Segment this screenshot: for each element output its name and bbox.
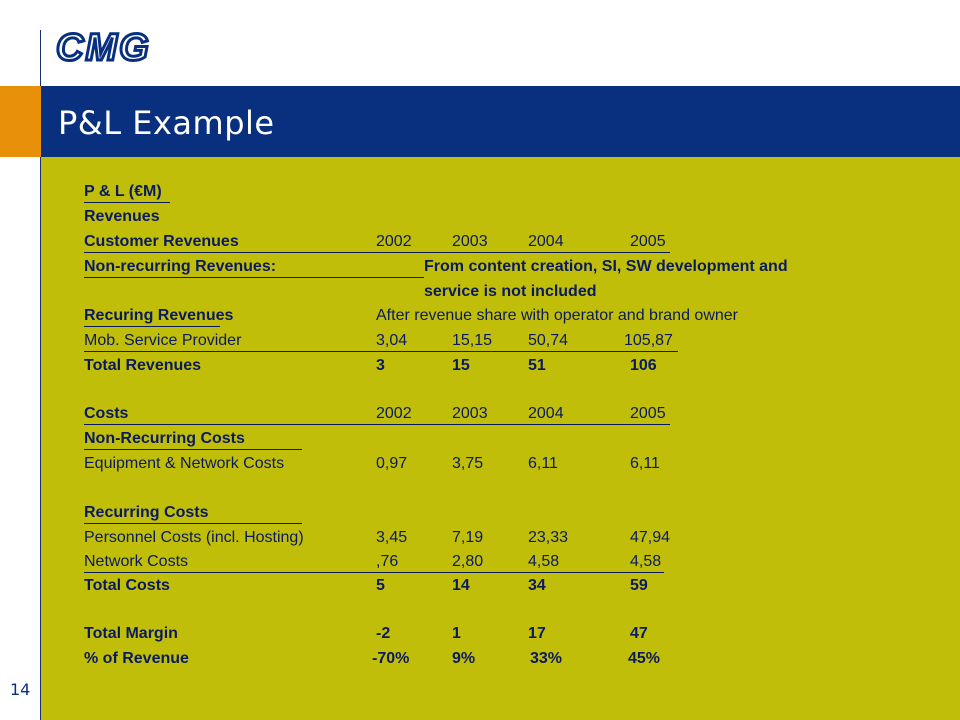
network-costs-underline [84,572,664,573]
non-recurring-revenues-label: Non-recurring Revenues: [84,258,277,275]
nc-2003: 2,80 [452,553,484,570]
msp-2004: 50,74 [528,332,569,349]
customer-revenues-label: Customer Revenues [84,233,239,250]
non-recurring-costs-label: Non-Recurring Costs [84,430,245,447]
year-2002: 2002 [376,233,412,250]
cmg-logo [56,30,190,69]
pc-2003: 7,19 [452,529,484,546]
logo-text: CMG [56,30,151,64]
total-margin-row [84,625,704,645]
page-title: P&L Example [58,104,275,142]
equipment-network-costs-row [84,455,704,475]
pc-2002: 3,45 [376,529,408,546]
customer-revenues-underline [84,252,670,253]
costs-label: Costs [84,405,129,422]
cmg-logo-icon [56,30,190,64]
mob-service-provider-row [84,332,704,352]
pc-2005: 47,94 [630,529,671,546]
total-costs-row [84,577,704,597]
tc-2003: 14 [452,577,470,594]
tc-2004: 34 [528,577,546,594]
recurring-revenues-label: Recuring Revenues [84,307,234,324]
msp-2002: 3,04 [376,332,408,349]
personnel-costs-row [84,529,704,549]
pl-heading: P & L (€M) [84,183,162,200]
non-recurring-note-1: From content creation, SI, SW development and [424,258,788,275]
costs-year-2005: 2005 [630,405,666,422]
mob-service-provider-label: Mob. Service Provider [84,332,242,349]
customer-revenues-row [84,233,704,253]
tr-2003: 15 [452,357,470,374]
total-revenues-label: Total Revenues [84,357,202,374]
total-margin-label: Total Margin [84,625,178,642]
enc-2002: 0,97 [376,455,408,472]
pr-2003: 9% [452,650,476,667]
enc-2003: 3,75 [452,455,484,472]
equipment-network-costs-label: Equipment & Network Costs [84,455,285,472]
non-recurring-revenues-underline [84,277,424,278]
costs-year-2002: 2002 [376,405,412,422]
costs-underline [84,424,670,425]
recurring-revenues-note: After revenue share with operator and brand owner [376,307,738,324]
tm-2003: 1 [452,625,461,642]
tc-2002: 5 [376,577,385,594]
pr-2004: 33% [530,650,563,667]
tm-2005: 47 [630,625,648,642]
network-costs-row [84,553,704,573]
pr-2005: 45% [628,650,661,667]
tm-2002: -2 [376,625,391,642]
recurring-revenues-underline [84,326,220,327]
tm-2004: 17 [528,625,546,642]
pct-revenue-row [84,650,704,670]
costs-year-2003: 2003 [452,405,488,422]
pr-2002: -70% [372,650,410,667]
tc-2005: 59 [630,577,648,594]
recurring-costs-underline [84,523,302,524]
enc-2004: 6,11 [528,455,558,472]
non-recurring-revenues-row [84,258,844,278]
enc-2005: 6,11 [630,455,660,472]
revenues-label: Revenues [84,208,160,225]
costs-row [84,405,704,425]
tr-2005: 106 [630,357,657,374]
tr-2004: 51 [528,357,546,374]
total-costs-label: Total Costs [84,577,170,594]
orange-accent-block [0,86,41,157]
recurring-costs-label: Recurring Costs [84,504,209,521]
nc-2004: 4,58 [528,553,560,570]
year-2004: 2004 [528,233,564,250]
network-costs-label: Network Costs [84,553,189,570]
non-recurring-costs-underline [84,449,302,450]
recurring-revenues-row [84,307,784,327]
year-2005: 2005 [630,233,666,250]
nc-2005: 4,58 [630,553,662,570]
tr-2002: 3 [376,357,385,374]
msp-2005: 105,87 [624,332,673,349]
personnel-costs-label: Personnel Costs (incl. Hosting) [84,529,304,546]
mob-service-provider-underline [84,351,678,352]
page-number: 14 [10,680,31,699]
total-revenues-row [84,357,704,377]
costs-year-2004: 2004 [528,405,564,422]
pc-2004: 23,33 [528,529,569,546]
non-recurring-note-2: service is not included [424,283,597,300]
pct-revenue-label: % of Revenue [84,650,189,667]
msp-2003: 15,15 [452,332,493,349]
year-2003: 2003 [452,233,488,250]
nc-2002: ,76 [376,553,399,570]
heading-underline [84,202,170,203]
